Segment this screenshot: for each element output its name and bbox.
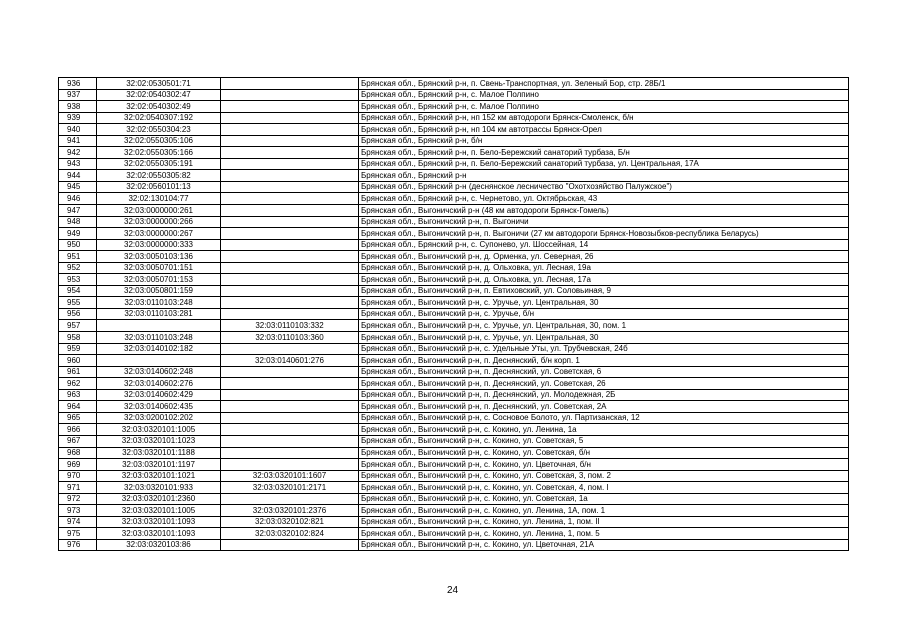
- table-row: [59, 308, 849, 320]
- table-row: [59, 482, 849, 494]
- page-number: 24: [446, 585, 459, 596]
- related-cadastral-number-cell: [221, 539, 359, 551]
- row-number-cell: 951: [59, 251, 97, 263]
- cadastral-number-cell: 32:03:0000000:267: [97, 228, 221, 240]
- cadastral-number-cell: 32:03:0320101:2360: [97, 493, 221, 505]
- cadastral-number-cell: 32:03:0320101:1005: [97, 505, 221, 517]
- related-cadastral-number-cell: [221, 89, 359, 101]
- related-cadastral-number-cell: 32:03:0110103:360: [221, 332, 359, 344]
- table-row: [59, 228, 849, 240]
- address-cell: Брянская обл., Выгоничский р-н, с. Кокино, ул. Ленина, 1а: [359, 424, 849, 436]
- table-row: [59, 412, 849, 424]
- related-cadastral-number-cell: [221, 389, 359, 401]
- cadastral-number-cell: 32:03:0110103:248: [97, 297, 221, 309]
- related-cadastral-number-cell: [221, 459, 359, 471]
- address-cell: Брянская обл., Брянский р-н, нп 104 км автотрассы Брянск-Орел: [359, 124, 849, 136]
- related-cadastral-number-cell: [221, 285, 359, 297]
- row-number-cell: 960: [59, 355, 97, 367]
- related-cadastral-number-cell: [221, 274, 359, 286]
- related-cadastral-number-cell: 32:03:0110103:332: [221, 320, 359, 332]
- cadastral-number-cell: 32:03:0110103:248: [97, 332, 221, 344]
- address-cell: Брянская обл., Выгоничский р-н, п. Выгоничи: [359, 216, 849, 228]
- table-body: [59, 78, 849, 551]
- cadastral-number-cell: 32:03:0050701:151: [97, 262, 221, 274]
- row-number-cell: 972: [59, 493, 97, 505]
- related-cadastral-number-cell: [221, 170, 359, 182]
- row-number-cell: 950: [59, 239, 97, 251]
- cadastral-number-cell: 32:03:0200102:202: [97, 412, 221, 424]
- address-cell: Брянская обл., Выгоничский р-н, д. Ольховка, ул. Лесная, 19а: [359, 262, 849, 274]
- related-cadastral-number-cell: [221, 239, 359, 251]
- row-number-cell: 966: [59, 424, 97, 436]
- cadastral-number-cell: 32:03:0320101:1188: [97, 447, 221, 459]
- row-number-cell: 942: [59, 147, 97, 159]
- cadastral-number-cell: 32:02:0550305:166: [97, 147, 221, 159]
- address-cell: Брянская обл., Выгоничский р-н, с. Уручье, ул. Центральная, 30: [359, 297, 849, 309]
- related-cadastral-number-cell: [221, 343, 359, 355]
- cadastral-number-cell: 32:03:0110103:281: [97, 308, 221, 320]
- row-number-cell: 973: [59, 505, 97, 517]
- cadastral-number-cell: 32:02:0550305:82: [97, 170, 221, 182]
- table-row: [59, 101, 849, 113]
- row-number-cell: 957: [59, 320, 97, 332]
- address-cell: Брянская обл., Брянский р-н, п. Бело-Бережский санаторий турбаза, Б/н: [359, 147, 849, 159]
- address-cell: Брянская обл., Выгоничский р-н, с. Кокино, ул. Цветочная, б/н: [359, 459, 849, 471]
- row-number-cell: 954: [59, 285, 97, 297]
- table-row: [59, 505, 849, 517]
- address-cell: Брянская обл., Выгоничский р-н, с. Кокино, ул. Цветочная, 21А: [359, 539, 849, 551]
- table-row: [59, 389, 849, 401]
- cadastral-number-cell: [97, 320, 221, 332]
- address-cell: Брянская обл., Брянский р-н, с. Супонево, ул. Шоссейная, 14: [359, 239, 849, 251]
- cadastral-number-cell: 32:02:0550304:23: [97, 124, 221, 136]
- row-number-cell: 961: [59, 366, 97, 378]
- table-row: [59, 435, 849, 447]
- table-row: [59, 112, 849, 124]
- related-cadastral-number-cell: [221, 424, 359, 436]
- related-cadastral-number-cell: [221, 135, 359, 147]
- table-row: [59, 274, 849, 286]
- related-cadastral-number-cell: [221, 447, 359, 459]
- address-cell: Брянская обл., Брянский р-н, с. Малое Полпино: [359, 89, 849, 101]
- row-number-cell: 943: [59, 158, 97, 170]
- related-cadastral-number-cell: 32:03:0320101:1607: [221, 470, 359, 482]
- table-row: [59, 297, 849, 309]
- table-row: [59, 147, 849, 159]
- related-cadastral-number-cell: 32:03:0320101:2376: [221, 505, 359, 517]
- related-cadastral-number-cell: [221, 112, 359, 124]
- address-cell: Брянская обл., Брянский р-н, нп 152 км автодороги Брянск-Смоленск, б/н: [359, 112, 849, 124]
- related-cadastral-number-cell: [221, 262, 359, 274]
- table-row: [59, 528, 849, 540]
- table-row: [59, 470, 849, 482]
- row-number-cell: 975: [59, 528, 97, 540]
- table-row: [59, 124, 849, 136]
- table-row: [59, 539, 849, 551]
- table-row: [59, 251, 849, 263]
- row-number-cell: 948: [59, 216, 97, 228]
- table-row: [59, 332, 849, 344]
- row-number-cell: 965: [59, 412, 97, 424]
- cadastral-number-cell: 32:02:0540302:47: [97, 89, 221, 101]
- address-cell: Брянская обл., Выгоничский р-н, п. Евтиховский, ул. Соловьиная, 9: [359, 285, 849, 297]
- address-cell: Брянская обл., Выгоничский р-н, д. Орменка, ул. Северная, 26: [359, 251, 849, 263]
- cadastral-number-cell: 32:03:0320101:1021: [97, 470, 221, 482]
- cadastral-number-cell: 32:02:0540307:192: [97, 112, 221, 124]
- table-row: [59, 320, 849, 332]
- cadastral-number-cell: 32:02:0540302:49: [97, 101, 221, 113]
- cadastral-number-cell: 32:02:0560101:13: [97, 181, 221, 193]
- row-number-cell: 936: [59, 78, 97, 90]
- related-cadastral-number-cell: [221, 297, 359, 309]
- address-cell: Брянская обл., Выгоничский р-н, с. Уручье, ул. Центральная, 30: [359, 332, 849, 344]
- table-row: [59, 205, 849, 217]
- cadastral-number-cell: 32:03:0320101:933: [97, 482, 221, 494]
- cadastral-number-cell: 32:03:0140602:248: [97, 366, 221, 378]
- table-row: [59, 239, 849, 251]
- row-number-cell: 974: [59, 516, 97, 528]
- row-number-cell: 945: [59, 181, 97, 193]
- table-row: [59, 78, 849, 90]
- table-row: [59, 366, 849, 378]
- cadastral-number-cell: 32:02:130104:77: [97, 193, 221, 205]
- address-cell: Брянская обл., Выгоничский р-н, с. Кокино, ул. Советская, 1а: [359, 493, 849, 505]
- table-row: [59, 216, 849, 228]
- related-cadastral-number-cell: 32:03:0140601:276: [221, 355, 359, 367]
- cadastral-number-cell: 32:02:0550305:191: [97, 158, 221, 170]
- cadastral-number-cell: [97, 355, 221, 367]
- related-cadastral-number-cell: [221, 216, 359, 228]
- row-number-cell: 958: [59, 332, 97, 344]
- table-row: [59, 493, 849, 505]
- cadastral-number-cell: 32:03:0000000:261: [97, 205, 221, 217]
- related-cadastral-number-cell: [221, 228, 359, 240]
- table-row: [59, 424, 849, 436]
- address-cell: Брянская обл., Брянский р-н: [359, 170, 849, 182]
- row-number-cell: 938: [59, 101, 97, 113]
- related-cadastral-number-cell: 32:03:0320102:824: [221, 528, 359, 540]
- cadastral-table: [58, 77, 849, 551]
- related-cadastral-number-cell: 32:03:0320102:821: [221, 516, 359, 528]
- cadastral-number-cell: 32:03:0050801:159: [97, 285, 221, 297]
- address-cell: Брянская обл., Брянский р-н (деснянское лесничество "Охотхозяйство Палужское"): [359, 181, 849, 193]
- row-number-cell: 940: [59, 124, 97, 136]
- address-cell: Брянская обл., Выгоничский р-н, п. Деснянский, ул. Советская, 2А: [359, 401, 849, 413]
- related-cadastral-number-cell: [221, 101, 359, 113]
- cadastral-number-cell: 32:03:0050103:136: [97, 251, 221, 263]
- row-number-cell: 946: [59, 193, 97, 205]
- row-number-cell: 949: [59, 228, 97, 240]
- table-row: [59, 447, 849, 459]
- address-cell: Брянская обл., Выгоничский р-н (48 км автодороги Брянск-Гомель): [359, 205, 849, 217]
- related-cadastral-number-cell: 32:03:0320101:2171: [221, 482, 359, 494]
- related-cadastral-number-cell: [221, 78, 359, 90]
- table-row: [59, 355, 849, 367]
- address-cell: Брянская обл., Выгоничский р-н, с. Кокино, ул. Ленина, 1, пом. 5: [359, 528, 849, 540]
- row-number-cell: 964: [59, 401, 97, 413]
- table-row: [59, 516, 849, 528]
- table-row: [59, 135, 849, 147]
- row-number-cell: 956: [59, 308, 97, 320]
- address-cell: Брянская обл., Брянский р-н, б/н: [359, 135, 849, 147]
- table-row: [59, 89, 849, 101]
- cadastral-number-cell: 32:03:0050701:153: [97, 274, 221, 286]
- row-number-cell: 970: [59, 470, 97, 482]
- address-cell: Брянская обл., Выгоничский р-н, с. Кокино, ул. Ленина, 1А, пом. 1: [359, 505, 849, 517]
- related-cadastral-number-cell: [221, 158, 359, 170]
- row-number-cell: 937: [59, 89, 97, 101]
- cadastral-number-cell: 32:03:0000000:266: [97, 216, 221, 228]
- related-cadastral-number-cell: [221, 493, 359, 505]
- related-cadastral-number-cell: [221, 366, 359, 378]
- row-number-cell: 968: [59, 447, 97, 459]
- row-number-cell: 963: [59, 389, 97, 401]
- address-cell: Брянская обл., Брянский р-н, с. Чернетово, ул. Октябрьская, 43: [359, 193, 849, 205]
- row-number-cell: 955: [59, 297, 97, 309]
- table-row: [59, 262, 849, 274]
- cadastral-number-cell: 32:03:0140102:182: [97, 343, 221, 355]
- address-cell: Брянская обл., Выгоничский р-н, с. Кокино, ул. Советская, 5: [359, 435, 849, 447]
- row-number-cell: 969: [59, 459, 97, 471]
- cadastral-number-cell: 32:02:0530501:71: [97, 78, 221, 90]
- row-number-cell: 967: [59, 435, 97, 447]
- cadastral-number-cell: 32:03:0140602:429: [97, 389, 221, 401]
- cadastral-number-cell: 32:03:0320101:1093: [97, 528, 221, 540]
- related-cadastral-number-cell: [221, 378, 359, 390]
- address-cell: Брянская обл., Выгоничский р-н, п. Выгоничи (27 км автодороги Брянск-Новозыбков-республика Беларусь): [359, 228, 849, 240]
- table-row: [59, 378, 849, 390]
- address-cell: Брянская обл., Выгоничский р-н, п. Деснянский, ул. Молодежная, 2Б: [359, 389, 849, 401]
- address-cell: Брянская обл., Выгоничский р-н, п. Деснянский, б/н корп. 1: [359, 355, 849, 367]
- address-cell: Брянская обл., Выгоничский р-н, с. Кокино, ул. Ленина, 1, пом. II: [359, 516, 849, 528]
- cadastral-number-cell: 32:03:0140602:435: [97, 401, 221, 413]
- row-number-cell: 962: [59, 378, 97, 390]
- related-cadastral-number-cell: [221, 124, 359, 136]
- cadastral-number-cell: 32:03:0320101:1023: [97, 435, 221, 447]
- row-number-cell: 952: [59, 262, 97, 274]
- related-cadastral-number-cell: [221, 401, 359, 413]
- row-number-cell: 976: [59, 539, 97, 551]
- address-cell: Брянская обл., Брянский р-н, с. Малое Полпино: [359, 101, 849, 113]
- table-row: [59, 193, 849, 205]
- address-cell: Брянская обл., Выгоничский р-н, с. Сосновое Болото, ул. Партизанская, 12: [359, 412, 849, 424]
- row-number-cell: 939: [59, 112, 97, 124]
- cadastral-number-cell: 32:03:0140602:276: [97, 378, 221, 390]
- cadastral-number-cell: 32:03:0000000:333: [97, 239, 221, 251]
- table-row: [59, 170, 849, 182]
- cadastral-number-cell: 32:02:0550305:106: [97, 135, 221, 147]
- address-cell: Брянская обл., Выгоничский р-н, с. Уручье, ул. Центральная, 30, пом. 1: [359, 320, 849, 332]
- cadastral-number-cell: 32:03:0320103:86: [97, 539, 221, 551]
- row-number-cell: 971: [59, 482, 97, 494]
- address-cell: Брянская обл., Выгоничский р-н, с. Кокино, ул. Советская, 4, пом. I: [359, 482, 849, 494]
- related-cadastral-number-cell: [221, 193, 359, 205]
- related-cadastral-number-cell: [221, 147, 359, 159]
- table-row: [59, 158, 849, 170]
- related-cadastral-number-cell: [221, 308, 359, 320]
- related-cadastral-number-cell: [221, 435, 359, 447]
- address-cell: Брянская обл., Выгоничский р-н, п. Деснянский, ул. Советская, 26: [359, 378, 849, 390]
- related-cadastral-number-cell: [221, 181, 359, 193]
- table-row: [59, 459, 849, 471]
- cadastral-number-cell: 32:03:0320101:1197: [97, 459, 221, 471]
- address-cell: Брянская обл., Брянский р-н, п. Свень-Транспортная, ул. Зеленый Бор, стр. 28Б/1: [359, 78, 849, 90]
- cadastral-number-cell: 32:03:0320101:1005: [97, 424, 221, 436]
- row-number-cell: 953: [59, 274, 97, 286]
- address-cell: Брянская обл., Выгоничский р-н, п. Деснянский, ул. Советская, 6: [359, 366, 849, 378]
- address-cell: Брянская обл., Выгоничский р-н, д. Ольховка, ул. Лесная, 17а: [359, 274, 849, 286]
- table-row: [59, 181, 849, 193]
- row-number-cell: 944: [59, 170, 97, 182]
- related-cadastral-number-cell: [221, 205, 359, 217]
- address-cell: Брянская обл., Брянский р-н, п. Бело-Бережский санаторий турбаза, ул. Центральная, 17А: [359, 158, 849, 170]
- address-cell: Брянская обл., Выгоничский р-н, с. Кокино, ул. Советская, б/н: [359, 447, 849, 459]
- table-row: [59, 343, 849, 355]
- row-number-cell: 947: [59, 205, 97, 217]
- related-cadastral-number-cell: [221, 251, 359, 263]
- address-cell: Брянская обл., Выгоничский р-н, с. Удельные Уты, ул. Трубчевская, 24б: [359, 343, 849, 355]
- row-number-cell: 941: [59, 135, 97, 147]
- row-number-cell: 959: [59, 343, 97, 355]
- table-row: [59, 285, 849, 297]
- address-cell: Брянская обл., Выгоничский р-н, с. Уручье, б/н: [359, 308, 849, 320]
- related-cadastral-number-cell: [221, 412, 359, 424]
- table-row: [59, 401, 849, 413]
- cadastral-number-cell: 32:03:0320101:1093: [97, 516, 221, 528]
- address-cell: Брянская обл., Выгоничский р-н, с. Кокино, ул. Советская, 3, пом. 2: [359, 470, 849, 482]
